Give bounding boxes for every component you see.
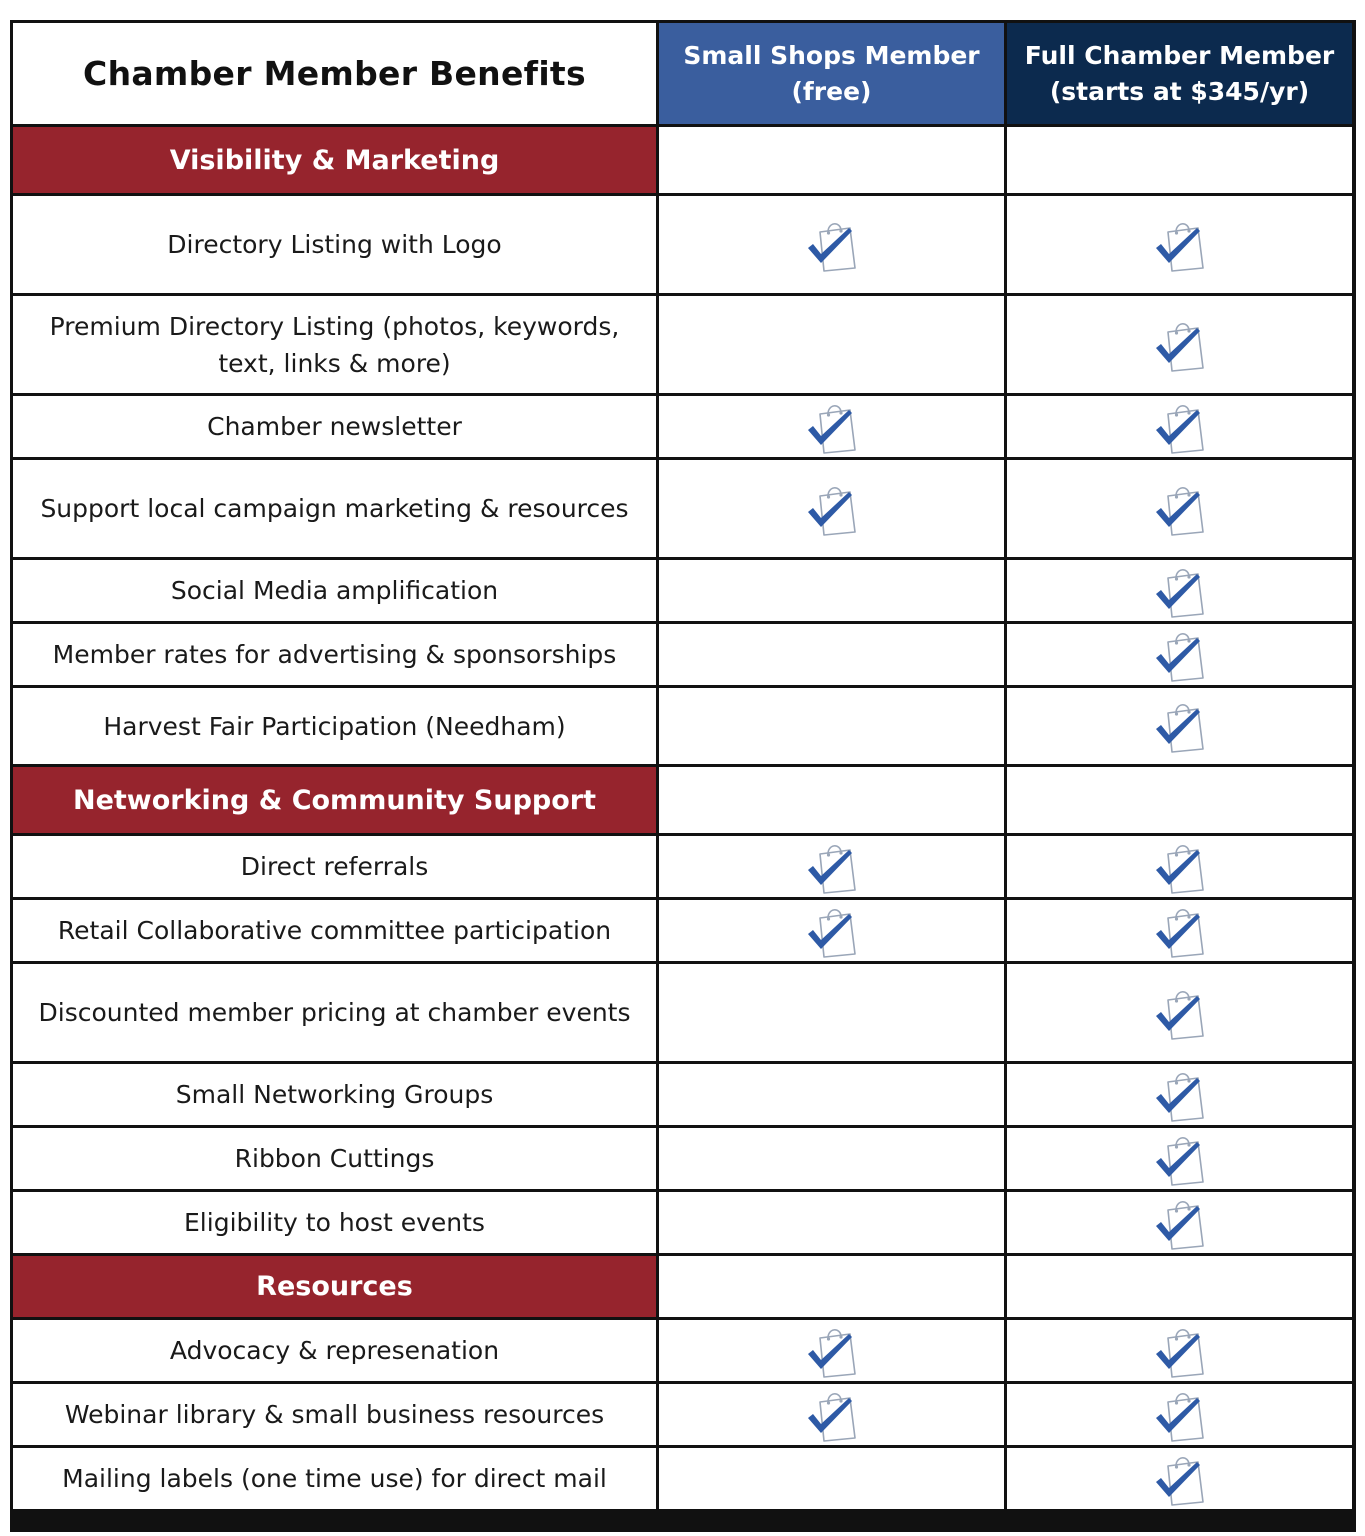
section-header: Visibility & Marketing (13, 127, 656, 193)
benefit-cell-small (659, 460, 1004, 557)
section-empty-cell (1007, 127, 1352, 193)
benefit-cell-full (1007, 900, 1352, 961)
column-header-small-shops-line1: Small Shops Member (683, 40, 980, 70)
benefit-cell-small (659, 900, 1004, 961)
benefit-cell-small (659, 624, 1004, 685)
benefit-cell-full (1007, 296, 1352, 393)
section-empty-cell (659, 127, 1004, 193)
shopping-bag-check-icon (806, 1324, 858, 1378)
benefit-cell-full (1007, 1192, 1352, 1253)
shopping-bag-check-icon (1154, 840, 1206, 894)
benefit-cell-small (659, 688, 1004, 764)
shopping-bag-check-icon (806, 482, 858, 536)
shopping-bag-check-icon (1154, 1196, 1206, 1250)
benefit-cell-full (1007, 196, 1352, 293)
benefit-cell-small (659, 1320, 1004, 1381)
benefits-table (10, 20, 1356, 1532)
benefit-label: Webinar library & small business resources (13, 1384, 656, 1445)
benefit-cell-small (659, 396, 1004, 457)
column-header-full-chamber-line1: Full Chamber Member (1024, 40, 1335, 70)
benefit-label: Small Networking Groups (13, 1064, 656, 1125)
benefit-label: Premium Directory Listing (photos, keywords, text, links & more) (13, 296, 656, 393)
shopping-bag-check-icon (1154, 1324, 1206, 1378)
section-empty-cell (659, 1256, 1004, 1317)
benefit-label: Support local campaign marketing & resources (13, 460, 656, 557)
benefit-cell-full (1007, 624, 1352, 685)
shopping-bag-check-icon (806, 218, 858, 272)
benefit-cell-full (1007, 964, 1352, 1061)
shopping-bag-check-icon (806, 840, 858, 894)
benefit-label: Eligibility to host events (13, 1192, 656, 1253)
benefit-cell-full (1007, 836, 1352, 897)
shopping-bag-check-icon (1154, 986, 1206, 1040)
shopping-bag-check-icon (1154, 400, 1206, 454)
benefit-cell-small (659, 296, 1004, 393)
shopping-bag-check-icon (1154, 1452, 1206, 1506)
shopping-bag-check-icon (1154, 318, 1206, 372)
benefit-cell-small (659, 1192, 1004, 1253)
benefit-cell-full (1007, 688, 1352, 764)
benefit-label: Harvest Fair Participation (Needham) (13, 688, 656, 764)
benefit-cell-small (659, 1384, 1004, 1445)
section-header: Resources (13, 1256, 656, 1317)
shopping-bag-check-icon (806, 1388, 858, 1442)
benefit-label: Advocacy & represenation (13, 1320, 656, 1381)
benefit-label: Mailing labels (one time use) for direct mail (13, 1448, 656, 1509)
shopping-bag-check-icon (1154, 699, 1206, 753)
benefit-label: Discounted member pricing at chamber events (13, 964, 656, 1061)
shopping-bag-check-icon (1154, 564, 1206, 618)
benefit-cell-small (659, 964, 1004, 1061)
shopping-bag-check-icon (1154, 1388, 1206, 1442)
shopping-bag-check-icon (1154, 482, 1206, 536)
benefit-label: Directory Listing with Logo (13, 196, 656, 293)
benefit-label: Retail Collaborative committee participation (13, 900, 656, 961)
section-header: Networking & Community Support (13, 767, 656, 833)
shopping-bag-check-icon (1154, 1068, 1206, 1122)
benefit-label: Chamber newsletter (13, 396, 656, 457)
shopping-bag-check-icon (806, 904, 858, 958)
benefit-cell-full (1007, 1128, 1352, 1189)
benefit-cell-full (1007, 1064, 1352, 1125)
benefit-cell-small (659, 1448, 1004, 1509)
benefit-cell-full (1007, 460, 1352, 557)
shopping-bag-check-icon (1154, 1132, 1206, 1186)
benefit-cell-full (1007, 560, 1352, 621)
column-header-full-chamber-line2: (starts at $345/yr) (1049, 76, 1310, 106)
table-title: Chamber Member Benefits (13, 23, 656, 124)
benefit-cell-small (659, 560, 1004, 621)
benefit-cell-small (659, 196, 1004, 293)
benefit-label: Direct referrals (13, 836, 656, 897)
shopping-bag-check-icon (1154, 904, 1206, 958)
column-header-small-shops (659, 23, 1004, 124)
benefit-cell-small (659, 1064, 1004, 1125)
column-header-small-shops-line2: (free) (791, 76, 872, 106)
shopping-bag-check-icon (1154, 628, 1206, 682)
section-empty-cell (659, 767, 1004, 833)
section-empty-cell (1007, 767, 1352, 833)
benefit-label: Member rates for advertising & sponsorships (13, 624, 656, 685)
shopping-bag-check-icon (1154, 218, 1206, 272)
benefit-cell-full (1007, 1320, 1352, 1381)
section-empty-cell (1007, 1256, 1352, 1317)
column-header-full-chamber (1007, 23, 1352, 124)
shopping-bag-check-icon (806, 400, 858, 454)
benefit-cell-full (1007, 396, 1352, 457)
benefit-label: Social Media amplification (13, 560, 656, 621)
benefit-cell-full (1007, 1384, 1352, 1445)
benefit-cell-small (659, 836, 1004, 897)
benefit-cell-small (659, 1128, 1004, 1189)
benefit-label: Ribbon Cuttings (13, 1128, 656, 1189)
benefit-cell-full (1007, 1448, 1352, 1509)
